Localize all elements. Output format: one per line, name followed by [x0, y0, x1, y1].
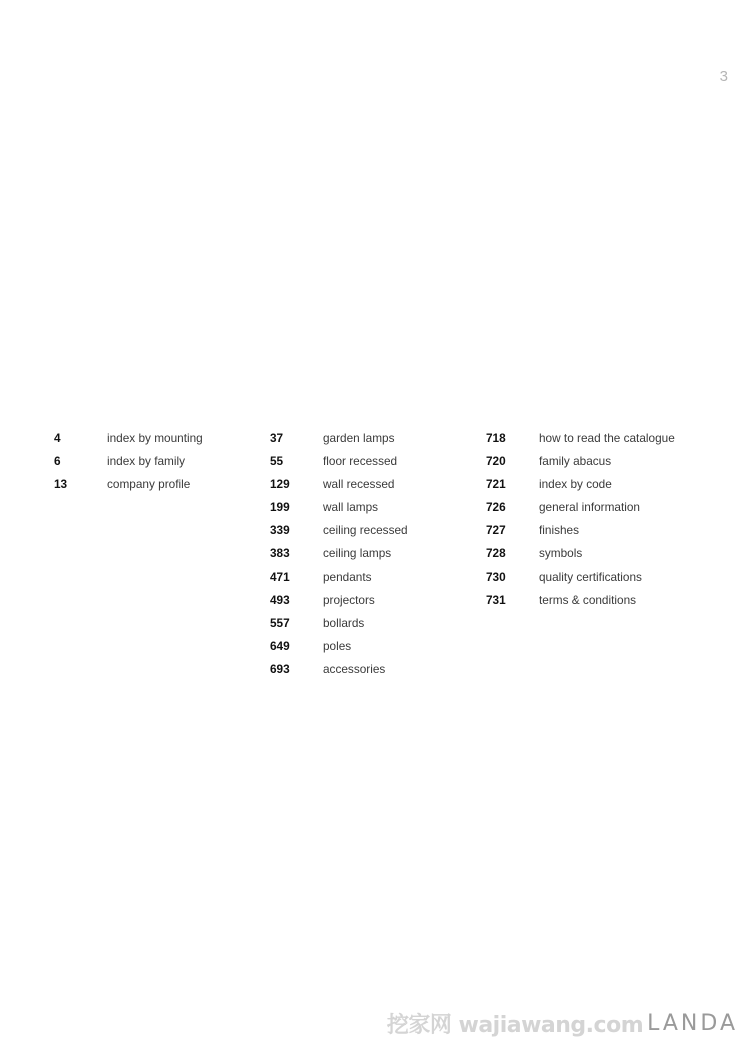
toc-page-number: 4	[54, 431, 61, 445]
toc-entry-title: how to read the catalogue	[539, 431, 675, 445]
toc-entry-title: ceiling lamps	[323, 546, 392, 561]
toc-entry-title: terms & conditions	[539, 592, 637, 607]
toc-entry-title: floor recessed	[323, 454, 398, 469]
toc-page-number: 730	[486, 569, 506, 584]
toc-entry[interactable]	[270, 661, 480, 684]
toc-entry-title: pendants	[323, 569, 372, 584]
toc-entry-title: index by mounting	[107, 431, 203, 445]
brand-logo: LANDA	[647, 1010, 738, 1036]
toc-page-number: 55	[270, 454, 284, 469]
toc-entry-title: symbols	[539, 546, 583, 561]
toc-page-number: 557	[270, 615, 290, 630]
toc-entry[interactable]	[270, 638, 480, 661]
toc-page-number: 718	[486, 431, 506, 445]
toc-page-number: 339	[270, 523, 290, 538]
toc-page-number: 728	[486, 546, 506, 561]
toc-entry[interactable]	[54, 453, 264, 476]
toc-page-number: 731	[486, 592, 506, 607]
toc-entry-title: family abacus	[539, 454, 612, 469]
toc-entry[interactable]	[54, 476, 264, 499]
footer-brand	[387, 1010, 738, 1036]
watermark-text: 挖家网 wajiawang.com	[386, 1012, 644, 1038]
toc-entry[interactable]	[270, 592, 480, 615]
toc-entry[interactable]	[270, 453, 480, 476]
toc-entry-title: wall recessed	[323, 477, 395, 492]
toc-entry[interactable]	[270, 476, 480, 499]
toc-column	[54, 430, 264, 499]
toc-page-number: 199	[270, 500, 290, 515]
toc-entry[interactable]	[270, 615, 480, 638]
toc-entry[interactable]	[486, 545, 696, 568]
toc-page-number: 720	[486, 454, 506, 469]
toc-entry-title: accessories	[323, 661, 386, 676]
toc-page-number: 383	[270, 546, 290, 561]
toc-page-number: 493	[270, 592, 290, 607]
toc-page-number: 37	[270, 431, 284, 445]
toc-page-number: 726	[486, 500, 506, 515]
toc-entry[interactable]	[270, 569, 480, 592]
toc-entry[interactable]	[270, 430, 480, 453]
toc-page-number: 471	[270, 569, 290, 584]
toc-entry[interactable]	[486, 476, 696, 499]
toc-entry[interactable]	[270, 522, 480, 545]
toc-entry-title: company profile	[107, 477, 191, 492]
toc-page-number: 693	[270, 661, 290, 676]
toc-entry[interactable]	[486, 569, 696, 592]
toc-entry[interactable]	[54, 430, 264, 453]
toc-page-number: 727	[486, 523, 506, 538]
toc-entry-title: poles	[323, 638, 352, 653]
toc-entry-title: index by code	[539, 477, 612, 492]
toc-page-number: 649	[270, 638, 290, 653]
toc-entry[interactable]	[486, 592, 696, 615]
toc-page-number: 721	[486, 477, 506, 492]
toc-entry[interactable]	[486, 522, 696, 545]
toc-entry-title: quality certifications	[539, 569, 642, 584]
toc-entry-title: general information	[539, 500, 640, 515]
toc-entry-title: garden lamps	[323, 431, 395, 445]
toc-entry[interactable]	[486, 499, 696, 522]
toc-entry[interactable]	[270, 545, 480, 568]
toc-entry-title: finishes	[539, 523, 579, 538]
toc-page-number: 13	[54, 477, 68, 492]
toc-column	[486, 430, 696, 615]
page-number: 3	[719, 68, 728, 85]
toc-entry-title: wall lamps	[323, 500, 379, 515]
toc-entry-title: index by family	[107, 454, 186, 469]
toc-page-number: 129	[270, 477, 290, 492]
toc-entry-title: ceiling recessed	[323, 523, 408, 538]
toc-entry-title: bollards	[323, 615, 365, 630]
toc-entry[interactable]	[486, 453, 696, 476]
toc-entry-title: projectors	[323, 592, 375, 607]
toc-page-number: 6	[54, 454, 61, 469]
toc-entry[interactable]	[270, 499, 480, 522]
toc-column	[270, 430, 480, 684]
toc-entry[interactable]	[486, 430, 696, 453]
